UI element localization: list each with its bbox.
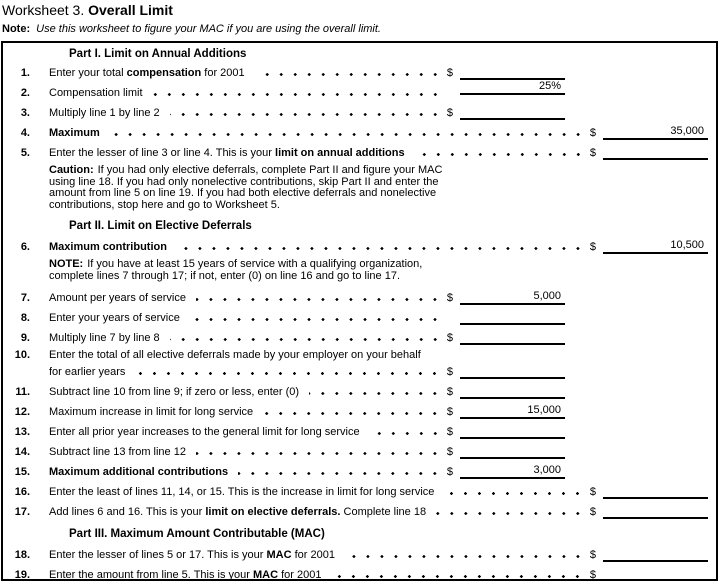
part-header: Part III. Maximum Amount Contributable (MAC) bbox=[69, 527, 325, 540]
worksheet-line-18 bbox=[3, 546, 708, 562]
line-label-segment: Complete line 18 bbox=[340, 505, 427, 518]
paragraph-text: complete lines 7 through 17; if not, enter (0) on line 16 and go to line 17. bbox=[49, 269, 401, 282]
line-label-segment: Maximum additional contributions bbox=[49, 465, 229, 478]
worksheet-line-12 bbox=[3, 403, 708, 419]
line-number: 17. bbox=[14, 505, 30, 518]
line-number: 6. bbox=[20, 241, 30, 254]
worksheet-line-16 bbox=[3, 483, 708, 499]
entry-line-16[interactable] bbox=[603, 484, 708, 499]
worksheet-line-9 bbox=[3, 329, 708, 345]
line-label-segment: Enter your total bbox=[49, 67, 127, 79]
dot-leader bbox=[190, 317, 442, 322]
dot-leader bbox=[415, 152, 585, 157]
entry-value-7: 5,000 bbox=[533, 289, 561, 302]
line-number: 12. bbox=[14, 405, 30, 418]
worksheet-box bbox=[1, 41, 718, 581]
dollar-sign: $ bbox=[446, 465, 453, 478]
line-number: 19. bbox=[14, 568, 30, 581]
title-main: Overall Limit bbox=[88, 2, 173, 18]
line-number: 3. bbox=[20, 107, 30, 119]
entry-line-9[interactable] bbox=[460, 330, 565, 345]
line-label-segment: Maximum increase in limit for long service bbox=[49, 405, 254, 418]
entry-line-8[interactable] bbox=[460, 310, 565, 325]
line-label bbox=[49, 445, 186, 459]
dot-leader bbox=[196, 451, 442, 456]
note-label: Note: bbox=[2, 23, 31, 35]
line-number: 15. bbox=[14, 465, 30, 478]
entry-line-1[interactable] bbox=[460, 65, 565, 80]
dot-leader bbox=[370, 431, 442, 436]
worksheet-line-13 bbox=[3, 423, 708, 439]
line-number: 9. bbox=[20, 331, 30, 344]
dollar-sign: $ bbox=[589, 548, 596, 561]
line-number: 8. bbox=[20, 311, 30, 324]
line-label bbox=[49, 331, 160, 345]
entry-line-15 bbox=[460, 464, 565, 479]
line-label bbox=[49, 405, 253, 419]
line-label-segment: limit on elective deferrals. bbox=[205, 505, 341, 518]
part-header: Part II. Limit on Elective Deferrals bbox=[69, 220, 252, 233]
worksheet-line-8 bbox=[3, 309, 708, 325]
entry-value-4: 35,000 bbox=[670, 125, 704, 137]
entry-line-5[interactable] bbox=[603, 145, 708, 160]
note-text: Use this worksheet to figure your MAC if you are using the overall limit. bbox=[36, 23, 381, 35]
entry-line-12 bbox=[460, 404, 565, 419]
line-label-segment: for 2001 bbox=[291, 548, 335, 561]
dollar-sign: $ bbox=[589, 147, 596, 159]
dot-leader bbox=[238, 471, 442, 476]
entry-line-13[interactable] bbox=[460, 424, 565, 439]
dollar-sign: $ bbox=[446, 331, 453, 344]
line-label-segment: for 2001 bbox=[278, 568, 322, 581]
entry-value-15: 3,000 bbox=[533, 463, 561, 476]
line-number: 10. bbox=[14, 348, 30, 361]
entry-line-17[interactable] bbox=[603, 504, 708, 519]
line-label bbox=[49, 66, 245, 80]
worksheet-note bbox=[2, 23, 721, 35]
dot-leader bbox=[110, 132, 585, 137]
paragraph-text: If you had only elective deferrals, complete Part II and figure your MAC bbox=[97, 164, 443, 176]
paragraph-line bbox=[49, 200, 519, 212]
line-label-segment: compensation bbox=[126, 67, 202, 79]
line-label-segment: Enter the least of lines 11, 14, or 15. This is the increase in limit for long service bbox=[49, 485, 435, 498]
line-number: 18. bbox=[14, 548, 30, 561]
dollar-sign: $ bbox=[589, 505, 596, 518]
worksheet-line-5 bbox=[3, 144, 708, 160]
entry-line-6 bbox=[603, 239, 708, 254]
line-label-segment: Enter the lesser of lines 5 or 17. This is your bbox=[49, 548, 267, 561]
line-label-segment: limit on annual additions bbox=[275, 147, 405, 159]
dot-leader bbox=[263, 411, 442, 416]
line-label bbox=[49, 385, 299, 399]
worksheet-line-1 bbox=[3, 64, 708, 80]
dollar-sign: $ bbox=[446, 67, 453, 79]
line-label bbox=[49, 365, 125, 379]
paragraph-text: amount from line 5 on line 19. If you had both elective deferrals and nonelective bbox=[49, 187, 437, 200]
line-label-segment: Enter the lesser of line 3 or line 4. This is your bbox=[49, 147, 276, 159]
dollar-sign: $ bbox=[589, 241, 596, 254]
line-label-segment: Subtract line 13 from line 12 bbox=[49, 445, 186, 458]
line-label-segment: Add lines 6 and 16. This is your bbox=[49, 505, 206, 518]
dollar-sign: $ bbox=[446, 405, 453, 418]
line-label-segment: MAC bbox=[253, 568, 279, 581]
entry-line-18[interactable] bbox=[603, 547, 708, 562]
dollar-sign: $ bbox=[446, 385, 453, 398]
line-label-segment: for earlier years bbox=[49, 365, 126, 378]
line-label-segment: Enter all prior year increases to the general limit for long service bbox=[49, 425, 360, 438]
entry-line-7 bbox=[460, 290, 565, 305]
paragraph-label: Caution: bbox=[49, 164, 94, 176]
worksheet-line-2 bbox=[3, 80, 708, 100]
worksheet-line-10-a bbox=[3, 349, 708, 362]
worksheet-line-6 bbox=[3, 238, 708, 254]
page-title bbox=[2, 2, 721, 18]
dollar-sign: $ bbox=[446, 365, 453, 378]
line-label-segment: Amount per years of service bbox=[49, 291, 186, 304]
line-label bbox=[49, 425, 360, 439]
line-label bbox=[49, 146, 405, 160]
line-label bbox=[49, 86, 143, 100]
line-number: 4. bbox=[20, 127, 30, 139]
paragraph-text: If you have at least 15 years of service with a qualifying organization, bbox=[87, 258, 423, 271]
entry-line-10[interactable] bbox=[460, 364, 565, 379]
dollar-sign: $ bbox=[589, 127, 596, 139]
line-label bbox=[49, 106, 160, 120]
line-label-segment: Maximum bbox=[49, 127, 100, 139]
dollar-sign: $ bbox=[446, 107, 453, 119]
dollar-sign: $ bbox=[589, 568, 596, 581]
worksheet-line-11 bbox=[3, 383, 708, 399]
line-label-segment: Compensation limit bbox=[49, 87, 143, 99]
line-label bbox=[49, 548, 335, 562]
line-label-segment: for 2001 bbox=[201, 67, 245, 79]
dot-leader bbox=[196, 297, 442, 302]
dot-leader bbox=[345, 554, 585, 559]
entry-value-12: 15,000 bbox=[527, 403, 561, 416]
line-label-segment: Enter the amount from line 5. This is your bbox=[49, 568, 253, 581]
part-header: Part I. Limit on Annual Additions bbox=[69, 48, 247, 60]
dot-leader bbox=[444, 491, 584, 496]
worksheet-line-19 bbox=[3, 566, 708, 581]
line-number: 13. bbox=[14, 425, 30, 438]
paragraph-label: NOTE: bbox=[49, 258, 84, 271]
line-number: 7. bbox=[20, 291, 30, 304]
line-label-segment: Multiply line 7 by line 8 bbox=[49, 331, 160, 344]
entry-value-2: 25% bbox=[538, 80, 561, 92]
dot-leader bbox=[331, 574, 584, 579]
line-number: 5. bbox=[20, 147, 30, 159]
line-label: Enter the total of all elective deferrals made by your employer on your behalf bbox=[49, 348, 421, 361]
dot-leader bbox=[170, 112, 442, 117]
line-label bbox=[49, 311, 180, 325]
entry-line-11[interactable] bbox=[460, 384, 565, 399]
title-prefix: Worksheet 3. bbox=[2, 2, 85, 18]
line-number: 14. bbox=[14, 445, 30, 458]
entry-line-4 bbox=[603, 125, 708, 140]
line-label-segment: Subtract line 10 from line 9; if zero or less, enter (0) bbox=[49, 385, 300, 398]
dollar-sign: $ bbox=[446, 291, 453, 304]
line-number: 2. bbox=[20, 87, 30, 99]
dot-leader bbox=[153, 92, 442, 97]
paragraph-text: using line 18. If you had only nonelective contributions, skip Part II and enter the bbox=[49, 175, 439, 188]
worksheet-line-4 bbox=[3, 124, 708, 140]
dollar-sign: $ bbox=[446, 445, 453, 458]
dot-leader bbox=[170, 337, 442, 342]
paragraph-line bbox=[49, 271, 519, 283]
line-label bbox=[49, 240, 167, 254]
line-label-segment: Multiply line 1 by line 2 bbox=[49, 107, 160, 119]
paragraph-text: contributions, stop here and go to Worksheet 5. bbox=[49, 198, 280, 211]
dot-leader bbox=[177, 246, 585, 251]
worksheet-line-15 bbox=[3, 463, 708, 479]
line-label-segment: Enter your years of service bbox=[49, 311, 180, 324]
line-number: 11. bbox=[15, 385, 30, 398]
dot-leader bbox=[436, 511, 585, 516]
worksheet-line-7 bbox=[3, 289, 708, 305]
dot-leader bbox=[255, 72, 442, 77]
line-number: 16. bbox=[14, 485, 30, 498]
line-label bbox=[49, 291, 186, 305]
line-label-segment: MAC bbox=[266, 548, 292, 561]
entry-line-2 bbox=[460, 80, 565, 95]
line-label-segment: Maximum contribution bbox=[49, 241, 167, 254]
caution-paragraph bbox=[49, 165, 519, 211]
dollar-sign: $ bbox=[446, 425, 453, 438]
entry-line-3[interactable] bbox=[460, 105, 565, 120]
worksheet-line-10 bbox=[3, 363, 708, 379]
line-label bbox=[49, 465, 228, 479]
line-label bbox=[49, 568, 321, 581]
entry-line-19[interactable] bbox=[603, 567, 708, 581]
dot-leader bbox=[309, 391, 442, 396]
dot-leader bbox=[135, 371, 441, 376]
worksheet-line-3 bbox=[3, 104, 708, 120]
worksheet-line-17 bbox=[3, 503, 708, 519]
entry-line-14[interactable] bbox=[460, 444, 565, 459]
worksheet-page bbox=[0, 2, 721, 581]
dollar-sign: $ bbox=[589, 485, 596, 498]
line-label bbox=[49, 126, 100, 140]
line-number: 1. bbox=[20, 67, 30, 79]
worksheet-line-14 bbox=[3, 443, 708, 459]
note-paragraph bbox=[49, 259, 519, 282]
line-label bbox=[49, 505, 426, 519]
entry-value-6: 10,500 bbox=[670, 239, 704, 252]
line-label bbox=[49, 485, 434, 499]
